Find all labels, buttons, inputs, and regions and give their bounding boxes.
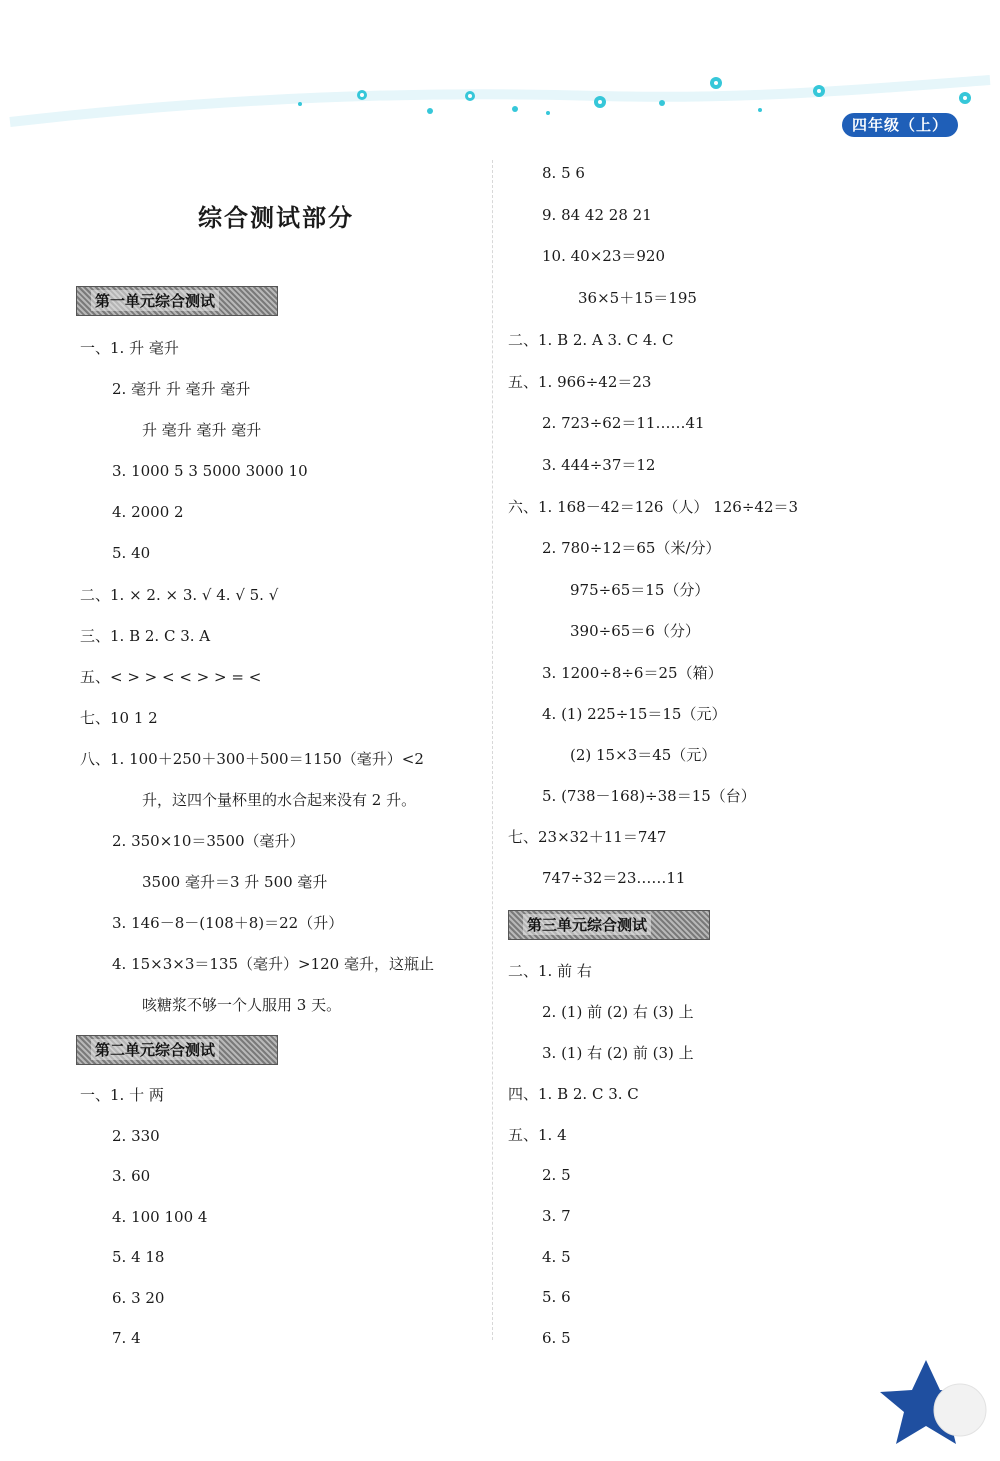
answer-line: 975÷65＝15（分） bbox=[570, 581, 710, 599]
answer-line: 2. (1) 前 (2) 右 (3) 上 bbox=[542, 1003, 694, 1021]
answer-line: 5. 6 bbox=[542, 1288, 571, 1306]
snowflake-icon bbox=[710, 77, 722, 89]
answer-line: 2. 350×10＝3500（毫升） bbox=[112, 832, 305, 850]
answer-line: 4. 100 100 4 bbox=[112, 1208, 208, 1226]
answer-line: 二、1. 前 右 bbox=[508, 962, 592, 980]
answer-line: 4. (1) 225÷15＝15（元） bbox=[542, 705, 727, 723]
answer-line: 3500 毫升＝3 升 500 毫升 bbox=[142, 873, 328, 891]
answer-line: 36×5＋15＝195 bbox=[578, 289, 697, 307]
section-title: 第二单元综合测试 bbox=[91, 1039, 219, 1060]
answer-line: 六、1. 168－42＝126（人） 126÷42＝3 bbox=[508, 498, 799, 516]
grade-badge: 四年级（上） bbox=[842, 113, 958, 137]
answer-line: 二、1. B 2. A 3. C 4. C bbox=[508, 331, 674, 349]
answer-line: 四、1. B 2. C 3. C bbox=[508, 1085, 639, 1103]
answer-line: 10. 40×23＝920 bbox=[542, 247, 665, 265]
answer-line: 2. 毫升 升 毫升 毫升 bbox=[112, 380, 251, 398]
answer-line: 3. 444÷37＝12 bbox=[542, 456, 656, 474]
section-header-unit2 bbox=[76, 1035, 278, 1065]
column-divider bbox=[492, 160, 493, 1340]
section-title: 第三单元综合测试 bbox=[523, 914, 651, 935]
answer-line: 3. 60 bbox=[112, 1167, 151, 1185]
answer-line: 9. 84 42 28 21 bbox=[542, 206, 652, 224]
answer-line: 2. 723÷62＝11……41 bbox=[542, 414, 705, 432]
answer-line: 3. 146－8－(108＋8)＝22（升） bbox=[112, 914, 344, 932]
answer-line: 3. 1000 5 3 5000 3000 10 bbox=[112, 462, 308, 480]
answer-line: 8. 5 6 bbox=[542, 164, 585, 182]
answer-line: 747÷32＝23……11 bbox=[542, 869, 686, 887]
answer-line: 一、1. 十 两 bbox=[80, 1086, 164, 1104]
answer-line: 一、1. 升 毫升 bbox=[80, 339, 179, 357]
answer-line: 升 毫升 毫升 毫升 bbox=[142, 421, 262, 439]
answer-line: 5. 40 bbox=[112, 544, 151, 562]
answer-line: 升，这四个量杯里的水合起来没有 2 升。 bbox=[142, 791, 417, 809]
answer-line: 七、10 1 2 bbox=[80, 709, 158, 727]
answer-line: 4. 15×3×3＝135（毫升）>120 毫升，这瓶止 bbox=[112, 955, 434, 973]
answer-line: 6. 5 bbox=[542, 1329, 571, 1347]
answer-line: 390÷65＝6（分） bbox=[570, 622, 700, 640]
snowflake-icon bbox=[465, 91, 475, 101]
section-header-unit1 bbox=[76, 286, 278, 316]
answer-line: 三、1. B 2. C 3. A bbox=[80, 627, 211, 645]
answer-line: 七、23×32＋11＝747 bbox=[508, 828, 667, 846]
answer-line: 八、1. 100＋250＋300＋500＝1150（毫升）<2 bbox=[80, 750, 424, 768]
answer-line: 二、1. × 2. × 3. √ 4. √ 5. √ bbox=[80, 586, 279, 604]
answer-line: 3. (1) 右 (2) 前 (3) 上 bbox=[542, 1044, 694, 1062]
snowflake-icon bbox=[594, 96, 606, 108]
answer-line: 2. 5 bbox=[542, 1166, 571, 1184]
page-title: 综合测试部分 bbox=[198, 204, 354, 232]
answer-line: 3. 1200÷8÷6＝25（箱） bbox=[542, 664, 723, 682]
section-header-unit3 bbox=[508, 910, 710, 940]
answer-line: 5. 4 18 bbox=[112, 1248, 165, 1266]
answer-line: 2. 330 bbox=[112, 1127, 160, 1145]
answer-line: 7. 4 bbox=[112, 1329, 141, 1347]
star-icon bbox=[880, 1350, 1000, 1461]
snowflake-icon bbox=[813, 85, 825, 97]
answer-line: (2) 15×3＝45（元） bbox=[570, 746, 717, 764]
snowflake-icon bbox=[357, 90, 367, 100]
answer-line: 2. 780÷12＝65（米/分） bbox=[542, 539, 721, 557]
section-title: 第一单元综合测试 bbox=[91, 290, 219, 311]
answer-line: 五、< > > < < > > = < bbox=[80, 668, 262, 686]
answer-line: 6. 3 20 bbox=[112, 1289, 165, 1307]
answer-line: 3. 7 bbox=[542, 1207, 571, 1225]
snowflake-icon bbox=[959, 92, 971, 104]
answer-line: 4. 2000 2 bbox=[112, 503, 184, 521]
answer-line: 五、1. 4 bbox=[508, 1126, 567, 1144]
answer-line: 五、1. 966÷42＝23 bbox=[508, 373, 652, 391]
answer-line: 4. 5 bbox=[542, 1248, 571, 1266]
answer-line: 咳糖浆不够一个人服用 3 天。 bbox=[142, 996, 342, 1014]
answer-line: 5. (738－168)÷38＝15（台） bbox=[542, 787, 756, 805]
